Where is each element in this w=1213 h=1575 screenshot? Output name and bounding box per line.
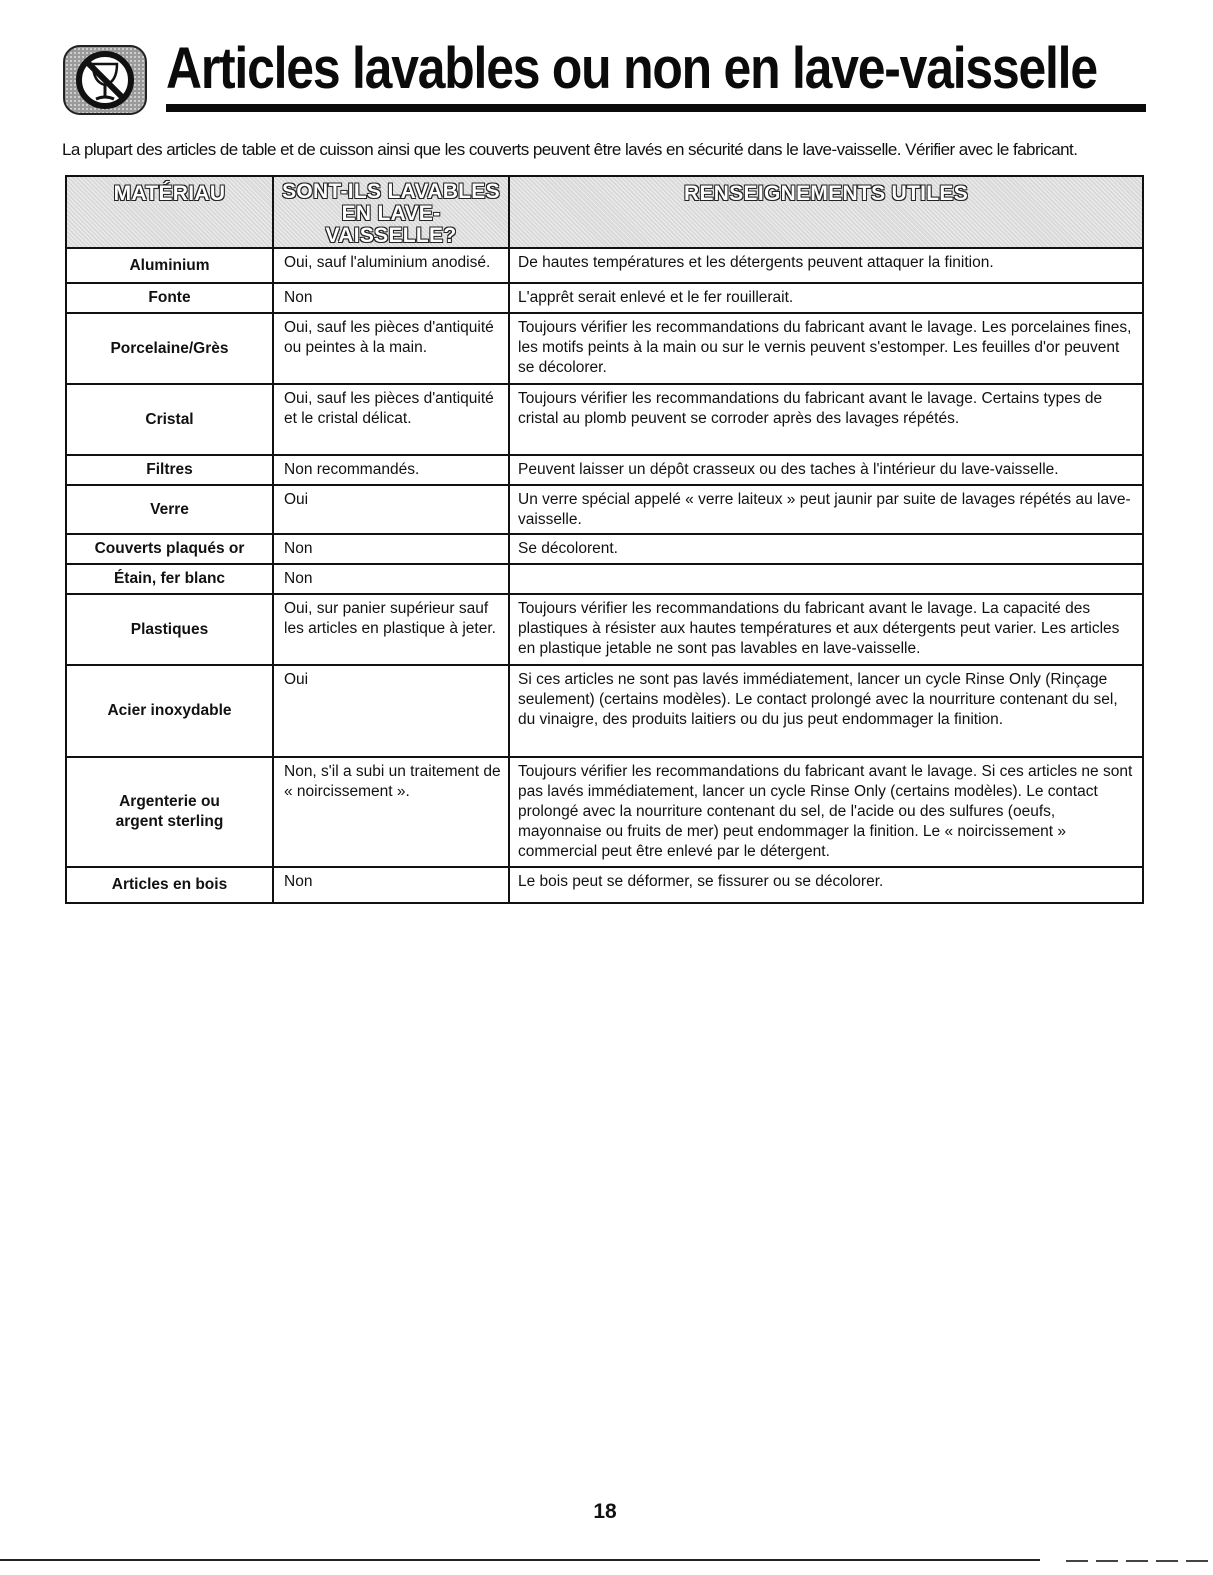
- info-cell: Toujours vérifier les recommandations du fabricant avant le lavage. Les porcelaines fines, les motifs peints à la main ou sur le vernis peuvent s'estomper. Les feuilles d'or peuvent se décolorer.: [509, 313, 1143, 384]
- table-row: [66, 594, 1143, 665]
- info-cell: Toujours vérifier les recommandations du fabricant avant le lavage. Si ces articles ne sont pas lavés immédiatement, lancer un cycle Rinse Only (certains modèles). Le contact prolongé avec la nourriture contenant du sel, de l'acide ou des sulfures (oeufs, mayonnaise ou fruits de mer) peut endommager la finition. Le « noircissement » commercial peut être enlevé par le détergent.: [509, 757, 1143, 867]
- table-row: [66, 867, 1143, 903]
- info-cell: Toujours vérifier les recommandations du fabricant avant le lavage. La capacité des plastiques à résister aux hautes températures et aux détergents peut varier. Les articles en plastique jetable ne sont pas lavables en lave-vaisselle.: [509, 594, 1143, 665]
- material-cell: Porcelaine/Grès: [66, 313, 273, 384]
- table-row: [66, 757, 1143, 867]
- washable-cell: Non, s'il a subi un traitement de « noircissement ».: [273, 757, 509, 867]
- title-underline: [166, 104, 1146, 112]
- washable-cell: Oui, sauf les pièces d'antiquité ou peintes à la main.: [273, 313, 509, 384]
- material-line-2: argent sterling: [115, 813, 224, 830]
- info-cell: L'apprêt serait enlevé et le fer rouillerait.: [509, 283, 1143, 313]
- header-useful-info: RENSEIGNEMENTS UTILES: [509, 176, 1143, 248]
- info-cell: Peuvent laisser un dépôt crasseux ou des taches à l'intérieur du lave-vaisselle.: [509, 455, 1143, 485]
- washable-cell: Oui, sauf les pièces d'antiquité et le cristal délicat.: [273, 384, 509, 455]
- material-cell: Acier inoxydable: [66, 665, 273, 757]
- header-material: MATÉRIAU: [66, 176, 273, 248]
- info-cell: De hautes températures et les détergents peuvent attaquer la finition.: [509, 248, 1143, 283]
- info-cell: [509, 564, 1143, 594]
- footer-dash-marks: [1066, 1560, 1213, 1562]
- table-row: [66, 665, 1143, 757]
- material-cell: Filtres: [66, 455, 273, 485]
- material-cell: Plastiques: [66, 594, 273, 665]
- material-cell: Aluminium: [66, 248, 273, 283]
- info-cell: Toujours vérifier les recommandations du fabricant avant le lavage. Certains types de cristal au plomb peuvent se corroder après des lavages répétés.: [509, 384, 1143, 455]
- washable-cell: Oui, sur panier supérieur sauf les articles en plastique à jeter.: [273, 594, 509, 665]
- material-cell: [66, 757, 273, 867]
- table-header-row: [66, 176, 1143, 248]
- washable-cell: Non: [273, 283, 509, 313]
- material-cell: Cristal: [66, 384, 273, 455]
- info-cell: Si ces articles ne sont pas lavés immédiatement, lancer un cycle Rinse Only (Rinçage seulement) (certains modèles). Le contact prolongé avec la nourriture contenant du sel, du vinaigre, des produits laitiers ou du jus peut endommager la finition.: [509, 665, 1143, 757]
- washable-cell: Non: [273, 867, 509, 903]
- washable-cell: Non: [273, 564, 509, 594]
- info-cell: Un verre spécial appelé « verre laiteux » peut jaunir par suite de lavages répétés au lave-vaisselle.: [509, 485, 1143, 534]
- header-dishwasher-safe-line2: EN LAVE-VAISSELLE?: [325, 202, 457, 247]
- table-row: [66, 455, 1143, 485]
- table-row: [66, 534, 1143, 564]
- material-line-1: Argenterie ou: [119, 793, 220, 810]
- material-cell: Étain, fer blanc: [66, 564, 273, 594]
- washable-cell: Oui: [273, 485, 509, 534]
- info-cell: Le bois peut se déformer, se fissurer ou se décolorer.: [509, 867, 1143, 903]
- washable-cell: Oui: [273, 665, 509, 757]
- header-dishwasher-safe-line1: SONT-ILS LAVABLES: [282, 180, 500, 203]
- table-row: [66, 248, 1143, 283]
- page-header: [62, 36, 1147, 114]
- table-row: [66, 485, 1143, 534]
- header-dishwasher-safe: [273, 176, 509, 248]
- intro-paragraph: La plupart des articles de table et de cuisson ainsi que les couverts peuvent être lavés en sécurité dans le lave-vaisselle. Vérifier avec le fabricant.: [62, 140, 1078, 159]
- washable-cell: Non: [273, 534, 509, 564]
- table-row: [66, 384, 1143, 455]
- dishwasher-safety-table: [65, 175, 1144, 904]
- info-cell: Se décolorent.: [509, 534, 1143, 564]
- page-title: Articles lavables ou non en lave-vaisselle: [166, 36, 1097, 101]
- washable-cell: Oui, sauf l'aluminium anodisé.: [273, 248, 509, 283]
- table-row: [66, 564, 1143, 594]
- material-cell: Verre: [66, 485, 273, 534]
- table-row: [66, 313, 1143, 384]
- material-cell: Couverts plaqués or: [66, 534, 273, 564]
- material-cell: Fonte: [66, 283, 273, 313]
- material-cell: Articles en bois: [66, 867, 273, 903]
- crossed-out-goblet-icon: [62, 44, 148, 116]
- footer-rule: [0, 1559, 1040, 1561]
- page-number: 18: [593, 1500, 617, 1523]
- washable-cell: Non recommandés.: [273, 455, 509, 485]
- table-row: [66, 283, 1143, 313]
